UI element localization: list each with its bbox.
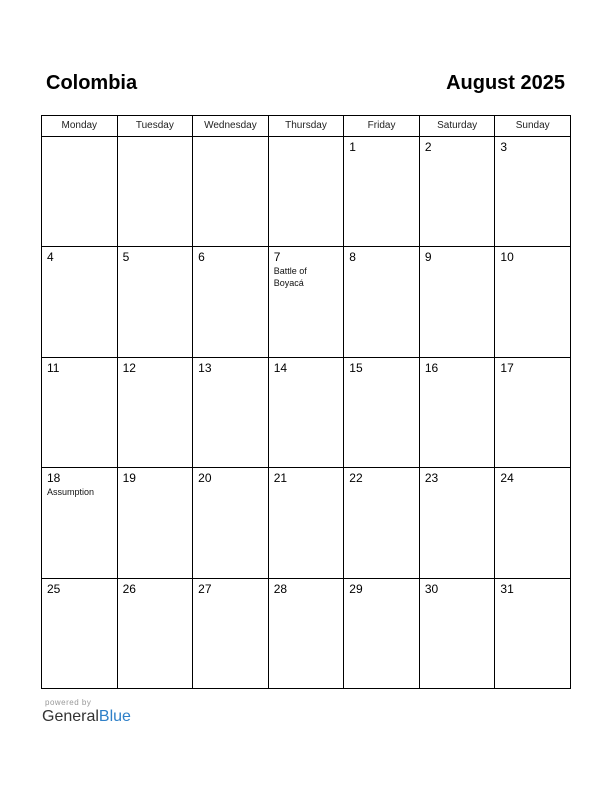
- weekday-header: [42, 116, 571, 137]
- weekday-tuesday: Tuesday: [118, 116, 194, 137]
- country-title: Colombia: [46, 72, 138, 94]
- day-cell: [193, 137, 269, 247]
- day-cell: [193, 579, 269, 689]
- day-cell: [118, 137, 194, 247]
- day-number: 17: [500, 360, 514, 375]
- day-cell: [42, 247, 118, 357]
- day-number: 13: [198, 360, 212, 375]
- day-number: 31: [500, 581, 514, 596]
- day-number: 22: [349, 471, 363, 486]
- day-cell: [344, 137, 420, 247]
- day-cell: [118, 579, 194, 689]
- day-number: 15: [349, 360, 363, 375]
- month-title: August 2025: [446, 72, 565, 94]
- day-cell: [420, 358, 496, 468]
- weekday-saturday: Saturday: [420, 116, 496, 137]
- powered-by-text: powered by: [45, 698, 92, 707]
- day-cell: [42, 358, 118, 468]
- day-cell: [495, 358, 571, 468]
- day-number: 8: [349, 250, 356, 265]
- day-number: 16: [424, 360, 439, 375]
- day-cell: [495, 468, 571, 578]
- day-cell: [344, 468, 420, 578]
- day-cell: [118, 468, 194, 578]
- day-number: 18: [47, 471, 61, 486]
- day-cell: [118, 358, 194, 468]
- day-cell: [118, 247, 194, 357]
- brand-blue: Blue: [98, 708, 131, 725]
- brand-logo: [42, 708, 131, 726]
- day-cell: [420, 468, 496, 578]
- weekday-monday: Monday: [42, 116, 118, 137]
- day-number: 27: [198, 581, 212, 596]
- day-cell: [269, 137, 345, 247]
- day-number: 25: [47, 581, 61, 596]
- day-number: 7: [273, 250, 281, 265]
- day-number: 2: [424, 140, 432, 154]
- day-cell: [42, 579, 118, 689]
- day-cell: [193, 358, 269, 468]
- day-number: 5: [122, 250, 130, 265]
- day-cell: [269, 358, 345, 468]
- day-number: 12: [122, 360, 136, 375]
- holiday-label: Battle of Boyacá: [273, 266, 307, 289]
- brand-general: General: [42, 708, 99, 725]
- day-number: 1: [349, 140, 356, 154]
- day-cell: [344, 247, 420, 357]
- weekday-thursday: Thursday: [269, 116, 345, 137]
- day-cell: [193, 247, 269, 357]
- day-number: 4: [47, 250, 54, 265]
- day-number: 26: [122, 581, 136, 596]
- calendar-grid: [41, 115, 571, 689]
- day-cell: [420, 137, 496, 247]
- day-number: 20: [198, 471, 212, 486]
- holiday-label: Assumption: [47, 487, 95, 498]
- day-number: 30: [424, 581, 439, 596]
- day-cell: [344, 579, 420, 689]
- day-cell: [269, 468, 345, 578]
- day-number: 14: [273, 360, 288, 375]
- day-number: 10: [500, 250, 514, 265]
- day-number: 21: [273, 471, 288, 486]
- days-grid: [42, 137, 571, 689]
- day-cell: [193, 468, 269, 578]
- day-number: 3: [500, 140, 508, 154]
- day-number: 24: [500, 471, 514, 486]
- day-cell: [269, 247, 345, 357]
- day-number: 23: [424, 471, 439, 486]
- weekday-friday: Friday: [344, 116, 420, 137]
- weekday-wednesday: Wednesday: [193, 116, 269, 137]
- day-cell: [495, 137, 571, 247]
- weekday-sunday: Sunday: [495, 116, 571, 137]
- day-number: 9: [424, 250, 432, 265]
- day-number: 19: [122, 471, 136, 486]
- day-cell: [420, 579, 496, 689]
- day-number: 6: [198, 250, 205, 265]
- day-number: 28: [273, 581, 288, 596]
- day-number: 11: [47, 360, 60, 375]
- day-cell: [344, 358, 420, 468]
- day-cell: [495, 247, 571, 357]
- day-cell: [42, 468, 118, 578]
- day-cell: [420, 247, 496, 357]
- day-cell: [269, 579, 345, 689]
- day-cell: [495, 579, 571, 689]
- day-cell: [42, 137, 118, 247]
- day-number: 29: [349, 581, 363, 596]
